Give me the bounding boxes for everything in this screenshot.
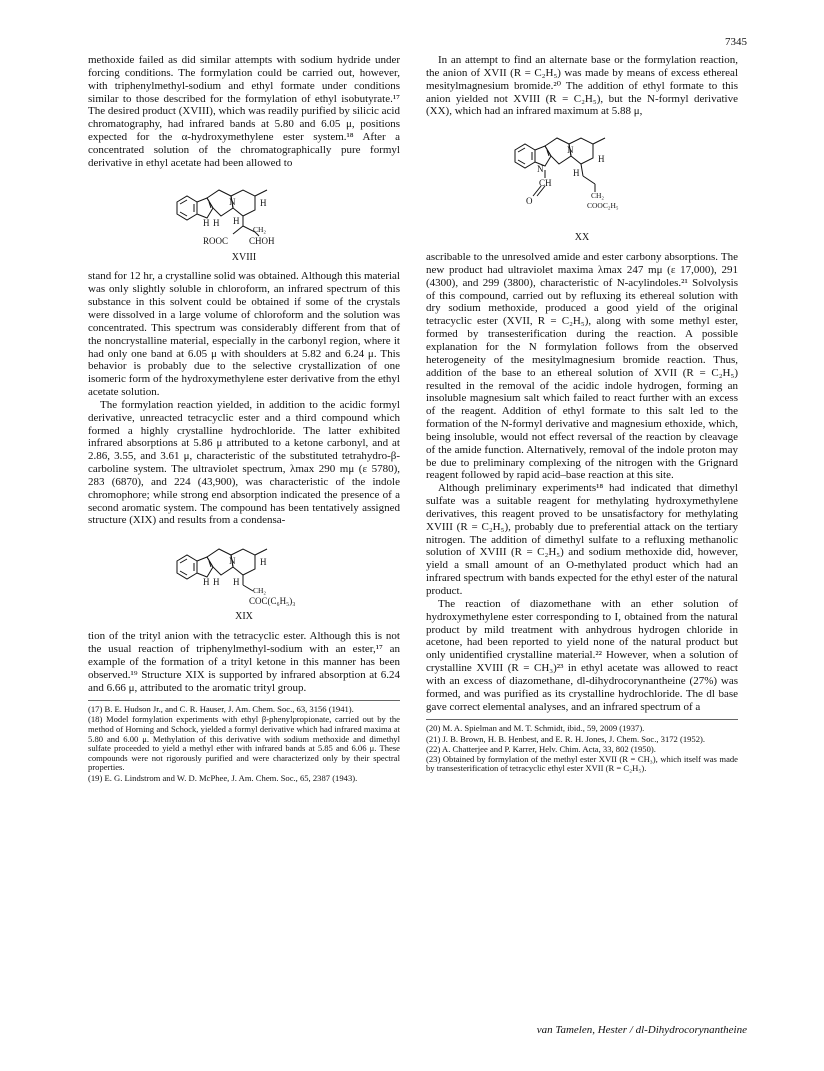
- xix-nh: H: [203, 577, 210, 588]
- xix-h3: H: [233, 577, 240, 588]
- xx-h1: H: [598, 154, 605, 165]
- xviii-choh: CHOH: [249, 235, 275, 246]
- running-footer: van Tamelen, Hester / dl-Dihydrocorynantheine: [536, 1024, 747, 1036]
- xviii-h2: H: [260, 197, 267, 208]
- footnote-18: (18) Model formylation experiments with ethyl β-phenylpropionate, carried out by the method of Horning and Schock, yielded a formyl derivative which had infrared maxima at 5.80 and 6.00 μ. Methylation of this derivative with sodium methoxide and dimethyl sulfate proceeded to yield a methyl ether with infrared bands at 5.85 and 6.06 μ. These compounds were not rigorously purified and were characterized only by their spectral properties.: [88, 714, 400, 773]
- right-paragraph-1: In an attempt to find an alternate base or the formylation reaction, the anion of XVII (R = C₂H₅) was made by means of excess ethereal mesitylmagnesium bromide.²⁰ The addition of ethyl formate to this anion yielded not XVIII (R = C₂H₅), but the N-formyl derivative (XX), which had an infrared maximum at 5.88 μ,: [426, 54, 738, 118]
- footnote-19: (19) E. G. Lindstrom and W. D. McPhee, J. Am. Chem. Soc., 65, 2387 (1943).: [88, 772, 358, 783]
- xx-n2: N: [567, 145, 574, 156]
- left-footnotes: [88, 700, 400, 783]
- structure-xx: [487, 120, 677, 232]
- page-number: 7345: [725, 36, 747, 48]
- xviii-ch2: CH₂: [253, 224, 267, 234]
- xx-n1: N: [537, 164, 544, 175]
- xviii-rooc: ROOC: [203, 235, 229, 246]
- structure-xviii: [149, 174, 339, 252]
- xx-h2: H: [573, 168, 580, 179]
- xviii-n: N: [229, 196, 236, 207]
- footnote-22: (22) A. Chatterjee and P. Karrer, Helv. Chim. Acta, 33, 802 (1950).: [426, 743, 656, 754]
- right-paragraph-4: The reaction of diazomethane with an ether solution of hydroxymethylene ester corresponding to I, obtained from the natural product by mild treatment with anhydrous hydrogen chloride in acetone, had been reported to yield none of the natural product but only unidentified crystalline material.²² However, when a solution of crystalline XVIII (R = CH₃)²³ in ethyl acetate was allowed to react with an excess of diazomethane, dl-dihydrocorynantheine (27%) was formed, and was purified as its crystalline hydrochloride. The dl base gave correct elemental analyses, and an infrared spectrum of a: [426, 597, 738, 713]
- left-paragraph-4: tion of the trityl anion with the tetracyclic ester. Although this is not the usual reaction of triphenylmethyl-sodium with an ester,¹⁷ an example of the formation of a trityl ketone in this manner has been observed.¹⁹ Structure XIX is supported by infrared absorption at 6.24 and 6.66 μ, attributed to the aromatic trityl group.: [88, 630, 400, 694]
- footnote-21: (21) J. B. Brown, H. B. Henbest, and E. R. H. Jones, J. Chem. Soc., 3172 (1952).: [426, 733, 706, 744]
- xviii-h1: H: [213, 217, 220, 228]
- left-paragraph-3: The formylation reaction yielded, in addition to the acidic formyl derivative, unreacted tetracyclic ester and a third compound which formed a highly crystalline hydrochloride. The latter exhibited infrared absorptions at 5.86 μ attributed to a ketone carbonyl, and at 2.86, 3.55, and 3.61 μ, characteristic of the substituted tetrahydro-β-carboline system. The ultraviolet spectrum, λmax 290 mμ (ε 5780), 283 (6870), and 224 (43,900), was characteristic of the indole chromophore; while strong end absorption indicated the presence of a second aromatic system. The compound has been tentatively assigned structure (XIX) and results from a condensa-: [88, 398, 400, 527]
- xix-h1: H: [213, 577, 220, 588]
- footnote-23: (23) Obtained by formylation of the methyl ester XVII (R = CH₃), which itself was made by transesterification of tetracyclic ethyl ester XVII (R = C₂H₅).: [426, 753, 738, 774]
- xx-ch: CH: [539, 178, 552, 189]
- footnote-17: (17) B. E. Hudson Jr., and C. R. Hauser, J. Am. Chem. Soc., 63, 3156 (1941).: [88, 704, 354, 715]
- xx-ch2: CH₂: [591, 191, 605, 201]
- label-xix: XIX: [235, 611, 253, 623]
- right-paragraph-2: ascribable to the unresolved amide and ester carbony absorptions. The new product had ultraviolet maxima λmax 247 mμ (ε 17,000), 291 (4300), and 299 (3800), characteristic of N-acylindoles.²¹ Solvolysis of this compound, carried out by refluxing its ethereal solution with dry sodium methoxide, produced a good yield of the original tetracyclic ester (XVII, R = C₂H₅), along with some methyl ester, formed by transesterification during the reaction. A possible explanation for the N formylation follows from the observed heterogeneity of the mesitylmagnesium bromide reaction. Thus, addition of the base to an ethereal solution of XVII (R = C₂H₅) resulted in the removal of the acidic indole hydrogen, forming an insoluble magnesium salt which failed to react further with an excess of the reagent. Addition of ethyl formate to this salt led to the formation of the N-formyl derivative and magnesium ethoxide, which, being insoluble, would not effect reversal of the reaction by cleavage of the amide function. Alternatively, removal of the indole proton may be due to preliminary complexing of the nitrogen with the Grignard reagent followed by rapid acid–base reaction at this site.: [426, 251, 738, 482]
- label-xviii: XVIII: [231, 251, 257, 263]
- right-footnotes: [426, 719, 738, 773]
- xix-coc: COC(C₆H₅)₃: [249, 596, 296, 607]
- structure-xix: [149, 533, 339, 611]
- xviii-h3: H: [233, 215, 240, 226]
- footnote-20: (20) M. A. Spielman and M. T. Schmidt, ibid., 59, 2009 (1937).: [426, 723, 645, 734]
- xx-cooc: COOC₂H₅: [587, 201, 619, 211]
- xviii-nh: H: [203, 217, 210, 228]
- label-xx: XX: [574, 232, 590, 244]
- xx-o: O: [526, 196, 533, 207]
- left-paragraph-1: methoxide failed as did similar attempts with sodium hydride under forcing conditions. The formylation could be carried out, however, with triphenylmethyl-sodium and ethyl formate under conditions similar to those described for the formylation of ethyl isobutyrate.¹⁷ The desired product (XVIII), which was readily purified by silicic acid chromatography, had infrared bands at 5.80 and 6.05 μ, positions expected for the α-hydroxymethylene ester system.¹⁸ After a concentrated solution of the chromatographically pure formyl derivative in ethyl acetate had been allowed to: [88, 54, 400, 169]
- left-paragraph-2: stand for 12 hr, a crystalline solid was obtained. Although this material was only slightly soluble in chloroform, an infrared spectrum of this substance in this solvent could be obtained if some of the crystals were dissolved in a large volume of chloroform and the solution was concentrated. This spectrum was considerably different from that of the noncrystalline material, especially in the carbonyl region, where it had only one band at 6.05 μ with shoulders at 5.82 and 6.24 μ. This behavior is probably due to the selective crystallization of one isomeric form of the hydroxymethylene ester derivative from the ethyl acetate solution.: [88, 270, 400, 399]
- left-column: [88, 54, 400, 784]
- xix-n: N: [229, 556, 236, 567]
- xix-ch2: CH₂: [253, 586, 267, 596]
- xix-h2: H: [260, 557, 267, 568]
- right-column: [426, 54, 738, 774]
- right-paragraph-3: Although preliminary experiments¹⁸ had indicated that dimethyl sulfate was a suitable reagent for methylating hydroxymethylene derivatives, this reagent proved to be unsatisfactory for methylating XVIII (R = C₂H₅), probably due to preferential attack on the tertiary nitrogen. The addition of dimethyl sulfate to a refluxing methanolic solution of XVIII (R = C₂H₅) and sodium methoxide did, however, yield a small amount of an O-methylated product which had an infrared spectrum with bands expected for the ethyl ester of the natural product.: [426, 482, 738, 597]
